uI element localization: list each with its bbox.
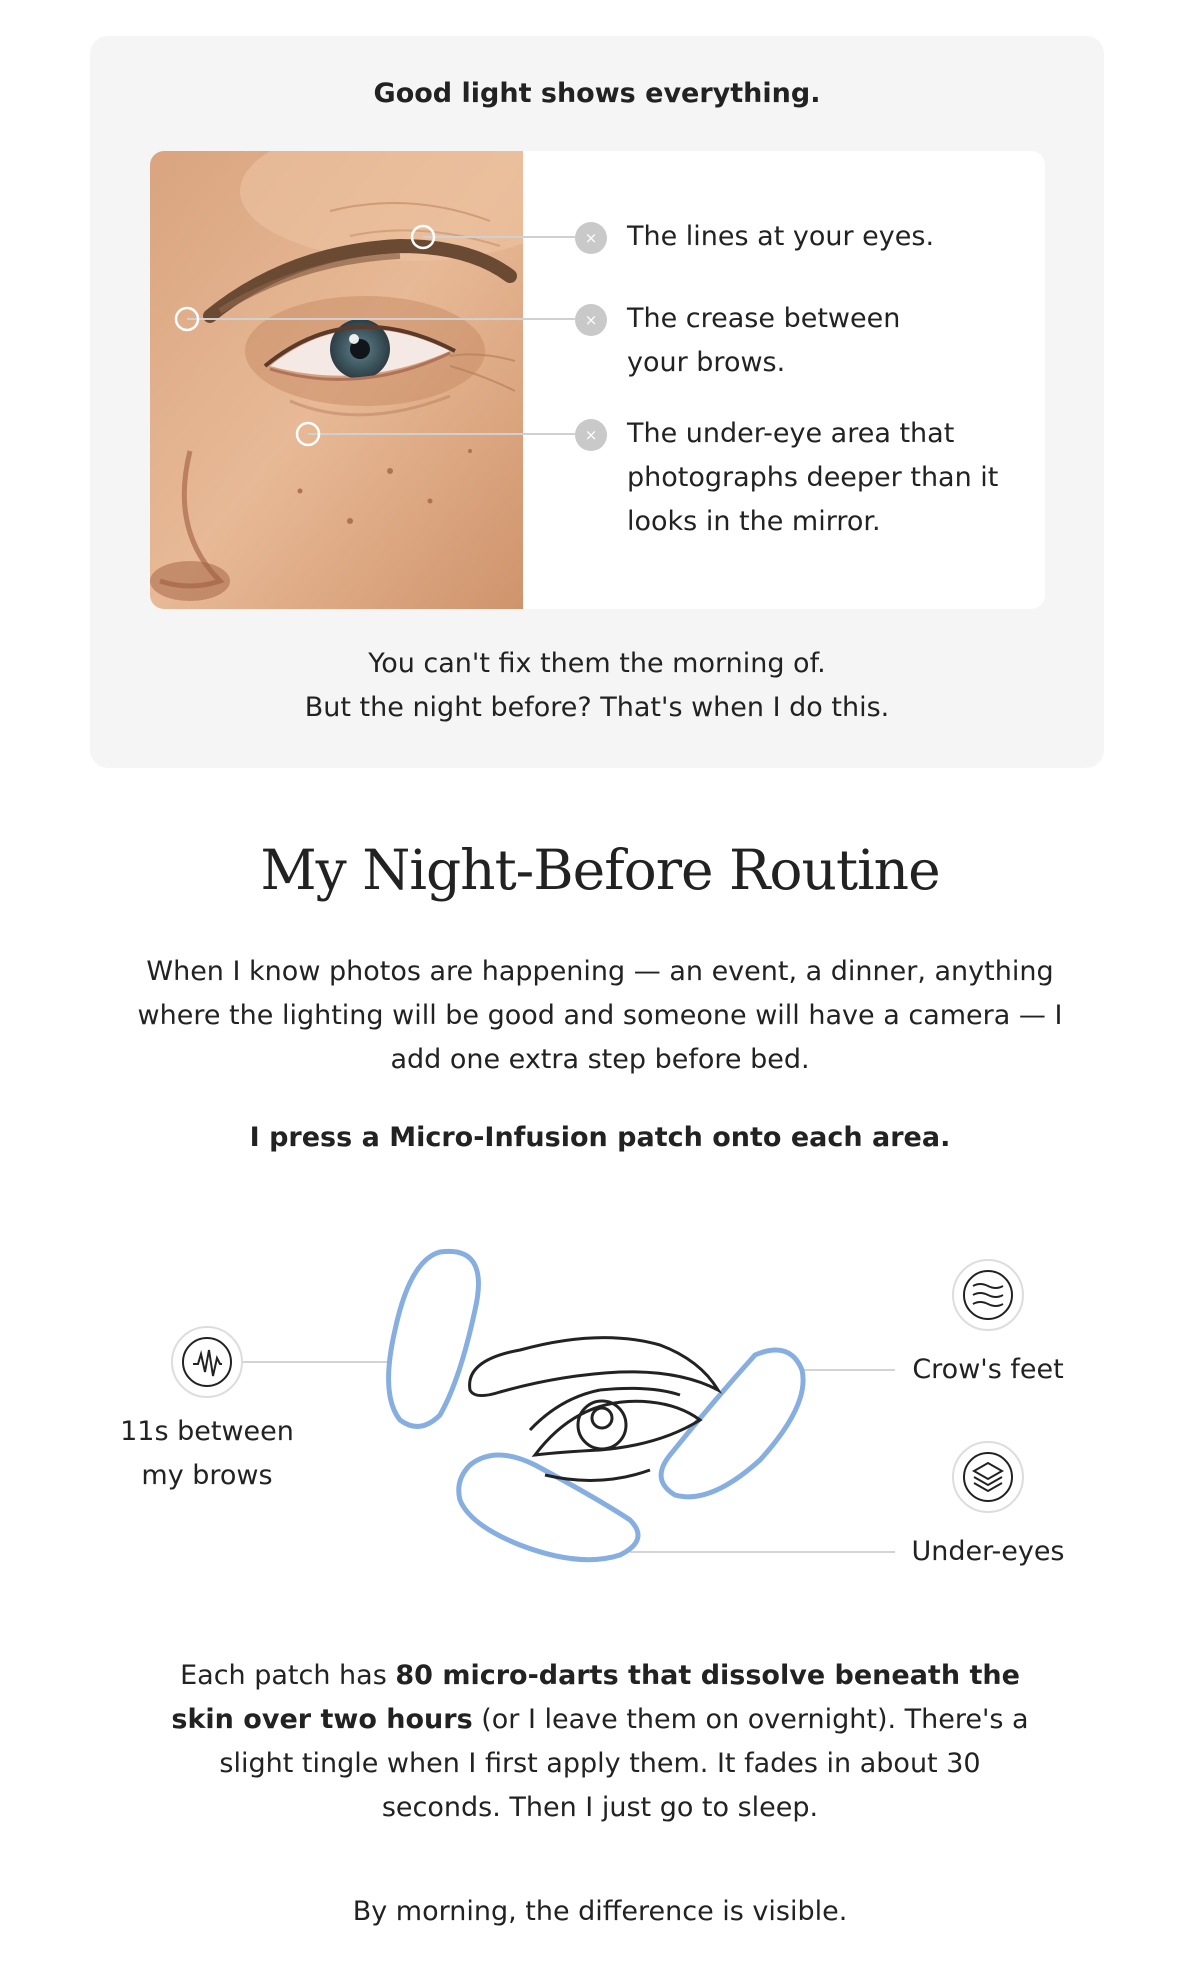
close-icon: × — [575, 222, 607, 254]
info-card — [90, 36, 1104, 768]
label-crows-feet: Crow's feet — [912, 1354, 1064, 1385]
patch-description-text: Each patch has — [180, 1660, 396, 1691]
under-eye-patch — [459, 1455, 638, 1560]
callout-eye-lines: The lines at your eyes. — [627, 221, 935, 252]
wave-icon — [172, 1327, 242, 1397]
patch-description-highlight: 80 micro-darts that dissolve beneath the skin over two hours — [171, 1660, 1020, 1735]
label-under-eyes: Under-eyes — [911, 1536, 1065, 1567]
layers-icon — [953, 1442, 1023, 1512]
press-statement: I press a Micro-Infusion patch onto each area. — [249, 1122, 951, 1153]
close-icon: × — [575, 419, 607, 451]
callout-brow-crease: The crease between your brows. — [627, 303, 901, 378]
patch-diagram — [0, 1230, 1200, 1610]
close-icon: × — [575, 304, 607, 336]
section-title: My Night-Before Routine — [260, 838, 940, 902]
closing-line: By morning, the difference is visible. — [352, 1896, 848, 1927]
callout-under-eye: The under-eye area that photographs deeper than it looks in the mirror. — [627, 418, 999, 537]
skin-panel — [150, 151, 1045, 609]
eyebrow-outline — [470, 1338, 718, 1396]
intro-paragraph: When I know photos are happening — an event, a dinner, anything where the lighting will be good and someone will have a camera — I add one extra step before bed. — [137, 956, 1063, 1075]
brow-patch — [389, 1251, 479, 1426]
patch-description — [170, 1654, 1030, 1830]
card-footer-line: You can't fix them the morning of. — [368, 648, 826, 679]
face-closeup-image — [150, 151, 523, 609]
card-title: Good light shows everything. — [373, 78, 821, 109]
ripple-icon — [953, 1260, 1023, 1330]
card-footer-line: But the night before? That's when I do this. — [304, 692, 890, 723]
patch-description-text: (or I leave them on overnight). There's a slight tingle when I first apply them. It fades in about 30 seconds. Then I just go to sleep. — [219, 1704, 1029, 1823]
pupil-outline — [592, 1408, 612, 1428]
label-brows: 11s between my brows — [120, 1416, 294, 1491]
card-footer — [90, 642, 1104, 730]
crows-feet-patch — [661, 1350, 803, 1497]
